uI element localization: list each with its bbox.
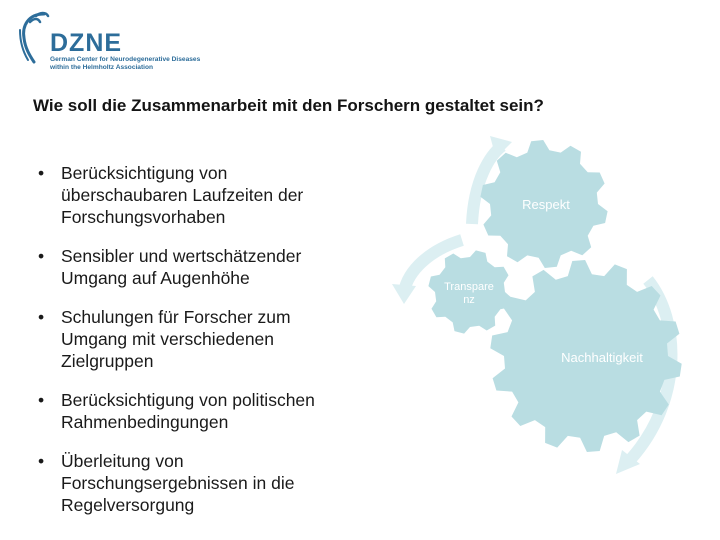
- gear-label-respekt: Respekt: [522, 197, 570, 212]
- bullet-line: Schulungen für Forscher zum: [61, 307, 291, 327]
- bullet-line: Überleitung von: [61, 451, 184, 471]
- bullet-line: Sensibler und wertschätzender: [61, 246, 302, 266]
- bullet-item: [36, 306, 366, 372]
- bullet-line: Forschungsergebnissen in die: [61, 473, 295, 493]
- bullet-line: Berücksichtigung von politischen: [61, 390, 315, 410]
- bullet-line: Rahmenbedingungen: [61, 412, 229, 432]
- bullet-item: [36, 389, 366, 433]
- bullet-line: Forschungsvorhaben: [61, 207, 226, 227]
- bullet-line: Zielgruppen: [61, 351, 154, 371]
- bullet-item: [36, 245, 366, 289]
- bullet-line: Berücksichtigung von: [61, 163, 228, 183]
- dzne-logo: [16, 10, 216, 72]
- gear-label-transparenz-2: nz: [463, 294, 475, 306]
- logo-subtitle-line1: German Center for Neurodegenerative Diseases: [50, 56, 201, 63]
- bullet-line: überschaubaren Laufzeiten der: [61, 185, 304, 205]
- bullet-line: Umgang auf Augenhöhe: [61, 268, 250, 288]
- gear-label-transparenz-1: Transpare: [444, 281, 494, 293]
- logo-wordmark: DZNE: [50, 29, 123, 57]
- bullet-line: Umgang mit verschiedenen: [61, 329, 275, 349]
- bullet-item: [36, 450, 366, 516]
- bullet-item: [36, 162, 366, 228]
- logo-subtitle-line2: within the Helmholtz Association: [50, 64, 154, 71]
- gear-diagram: [390, 130, 690, 510]
- gear-label-nachhaltigkeit: Nachhaltigkeit: [561, 350, 643, 365]
- bullet-list: [36, 162, 366, 533]
- slide-title: Wie soll die Zusammenarbeit mit den Forschern gestaltet sein?: [33, 96, 544, 115]
- bullet-line: Regelversorgung: [61, 495, 195, 515]
- cycle-arrow-left-head: [392, 284, 416, 304]
